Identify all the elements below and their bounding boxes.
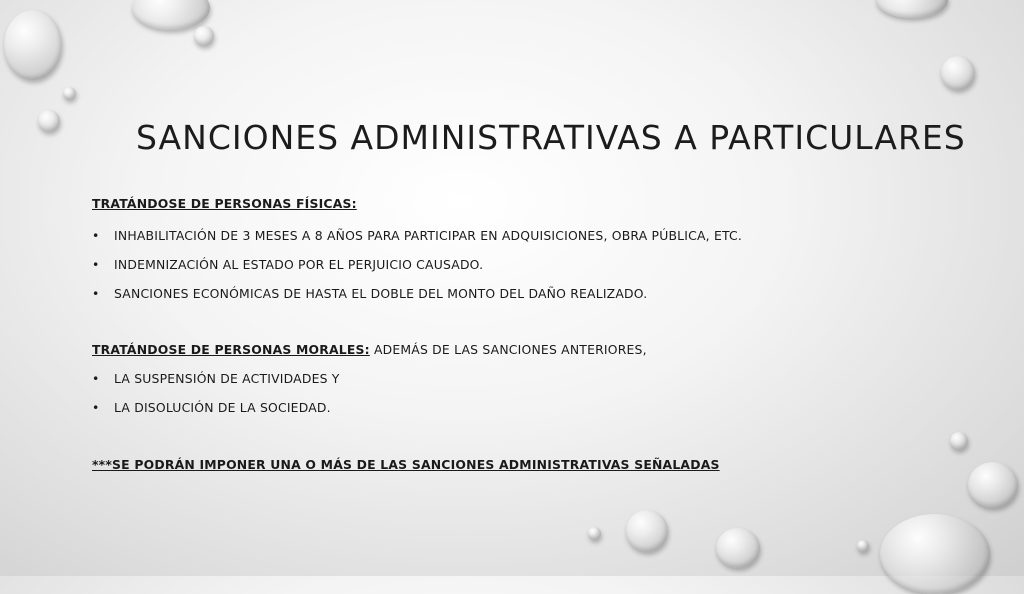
sanctions-note: ***SE PODRÁN IMPONER UNA O MÁS DE LAS SANCIONES ADMINISTRATIVAS SEÑALADAS — [92, 457, 720, 472]
list-item-text: INDEMNIZACIÓN AL ESTADO POR EL PERJUICIO CAUSADO. — [114, 257, 484, 272]
water-drop-decoration — [588, 527, 601, 540]
water-drop-decoration — [950, 432, 968, 450]
list-item — [92, 400, 331, 415]
water-drop-decoration — [132, 0, 210, 30]
list-item — [92, 371, 340, 386]
water-drop-decoration — [876, 0, 948, 18]
list-item — [92, 257, 483, 272]
bullet-icon: • — [92, 400, 100, 415]
water-drop-decoration — [968, 462, 1018, 508]
morales-line — [92, 342, 647, 357]
water-drop-decoration — [880, 514, 990, 594]
bullet-icon: • — [92, 257, 100, 272]
slide-title: SANCIONES ADMINISTRATIVAS A PARTICULARES — [136, 118, 966, 157]
list-item-text: INHABILITACIÓN DE 3 MESES A 8 AÑOS PARA PARTICIPAR EN ADQUISICIONES, OBRA PÚBLICA, ETC. — [114, 228, 743, 243]
list-item-text: LA DISOLUCIÓN DE LA SOCIEDAD. — [114, 400, 331, 415]
water-drop-decoration — [194, 26, 214, 46]
water-drop-decoration — [63, 87, 76, 100]
water-drop-decoration — [716, 528, 760, 568]
list-item-text: SANCIONES ECONÓMICAS DE HASTA EL DOBLE DEL MONTO DEL DAÑO REALIZADO. — [114, 286, 648, 301]
water-drop-decoration — [4, 10, 62, 80]
fisicas-heading: TRATÁNDOSE DE PERSONAS FÍSICAS: — [92, 196, 357, 211]
water-drop-decoration — [857, 540, 869, 552]
bullet-icon: • — [92, 286, 100, 301]
list-item — [92, 228, 742, 243]
bullet-icon: • — [92, 371, 100, 386]
water-drop-decoration — [38, 110, 60, 132]
morales-intro: ADEMÁS DE LAS SANCIONES ANTERIORES, — [369, 342, 647, 357]
list-item-text: LA SUSPENSIÓN DE ACTIVIDADES Y — [114, 371, 340, 386]
list-item — [92, 286, 647, 301]
water-drop-decoration — [626, 510, 668, 552]
water-drop-decoration — [941, 56, 975, 90]
bullet-icon: • — [92, 228, 100, 243]
morales-heading: TRATÁNDOSE DE PERSONAS MORALES: — [92, 342, 370, 357]
